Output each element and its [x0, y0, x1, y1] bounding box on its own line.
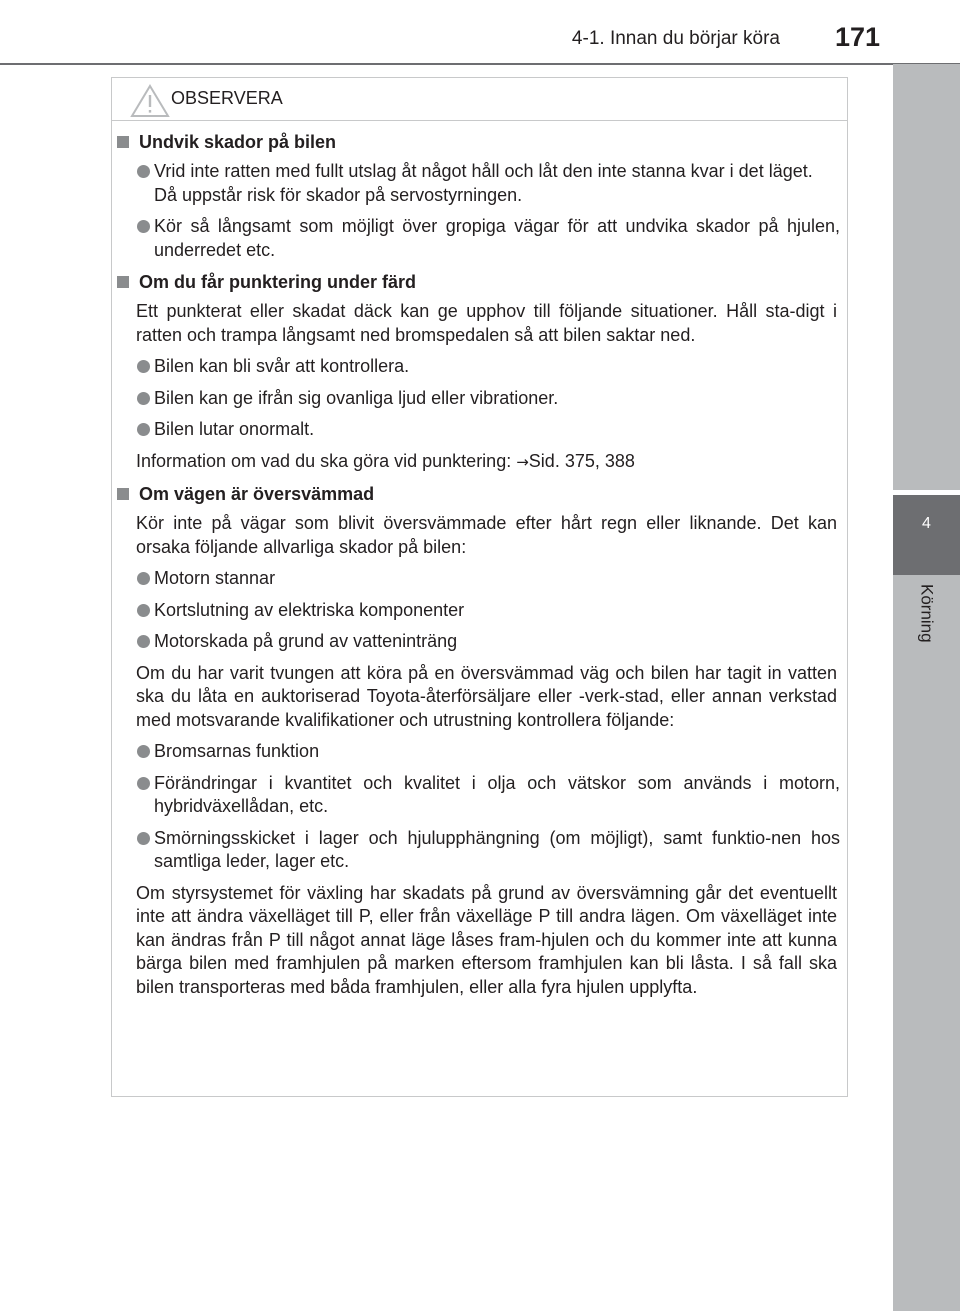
- list-item: Vrid inte ratten med fullt utslag åt något håll och låt den inte stanna kvar i det läget. Då uppstår risk för skador på servostyrningen.: [112, 160, 840, 207]
- round-bullet-icon: [137, 604, 150, 617]
- section-heading: Om vägen är översvämmad: [115, 482, 847, 506]
- round-bullet-icon: [137, 635, 150, 648]
- square-bullet-icon: [117, 136, 129, 148]
- round-bullet-icon: [137, 832, 150, 845]
- notice-header: [112, 78, 847, 121]
- side-tab-lower: [893, 575, 960, 1311]
- chapter-title: Körning: [917, 584, 937, 643]
- section-heading: Om du får punktering under färd: [115, 270, 847, 294]
- chapter-tab[interactable]: [893, 495, 960, 575]
- round-bullet-icon: [137, 220, 150, 233]
- square-bullet-icon: [117, 276, 129, 288]
- round-bullet-icon: [137, 392, 150, 405]
- list-item: Bilen kan bli svår att kontrollera.: [112, 355, 840, 379]
- paragraph: Ett punkterat eller skadat däck kan ge upphov till följande situationer. Håll sta-digt i ratten och trampa långsamt ned bromspedalen så att bilen saktar ned.: [136, 301, 837, 345]
- list-item: Förändringar i kvantitet och kvalitet i olja och vätskor som används i motorn, hybridväxellådan, etc.: [112, 772, 840, 819]
- paragraph: Om du har varit tvungen att köra på en översvämmad väg och bilen har tagit in vatten ska du låta en auktoriserad Toyota-återförsäljare eller -verk-stad, eller annan verkstad med motsvarande kvalifikationer och utrustning kontrollera följande:: [136, 662, 837, 730]
- list-item: Kortslutning av elektriska komponenter: [112, 599, 840, 623]
- notice-title: OBSERVERA: [171, 88, 283, 108]
- section-title: 4-1. Innan du börjar köra: [571, 28, 780, 49]
- round-bullet-icon: [137, 572, 150, 585]
- list-item: Smörningsskicket i lager och hjulupphängning (om möjligt), samt funktio-nen hos samtliga leder, lager etc.: [112, 827, 840, 874]
- round-bullet-icon: [137, 423, 150, 436]
- notice-box: [111, 77, 848, 1097]
- warning-triangle-icon: [130, 84, 170, 118]
- round-bullet-icon: [137, 777, 150, 790]
- notice-content: [112, 130, 847, 1007]
- arrow-icon: →: [516, 452, 529, 471]
- round-bullet-icon: [137, 745, 150, 758]
- round-bullet-icon: [137, 360, 150, 373]
- list-item: Bromsarnas funktion: [112, 740, 840, 764]
- paragraph: Information om vad du ska göra vid punktering: →Sid. 375, 388: [136, 450, 635, 471]
- list-item: Motorn stannar: [112, 567, 840, 591]
- page-reference-link[interactable]: Sid. 375, 388: [528, 450, 635, 471]
- header-rule: [0, 63, 960, 65]
- paragraph: Om styrsystemet för växling har skadats på grund av översvämning går det eventuellt inte att ändra växelläget till P, eller från växelläge P till andra lägen. Om växelläget inte kan ändras från P till något annat läge låses fram-hjulen och du kommer inte att kunna bärga bilen med framhjulen på marken eftersom framhjulen kan bli låsta. I så fall ska bilen transporteras med båda framhjulen, eller alla fyra hjulen upplyfta.: [136, 882, 837, 997]
- list-item: Motorskada på grund av vatteninträng: [112, 630, 840, 654]
- list-item: Bilen lutar onormalt.: [112, 418, 840, 442]
- list-item: Kör så långsamt som möjligt över gropiga vägar för att undvika skador på hjulen, underredet etc.: [112, 215, 840, 262]
- paragraph: Kör inte på vägar som blivit översvämmade efter hårt regn eller liknande. Det kan orsaka följande allvarliga skador på bilen:: [136, 513, 837, 557]
- round-bullet-icon: [137, 165, 150, 178]
- square-bullet-icon: [117, 488, 129, 500]
- chapter-number: 4: [922, 515, 931, 532]
- page-number: 171: [834, 22, 880, 52]
- side-tab-upper: [893, 64, 960, 490]
- list-item: Bilen kan ge ifrån sig ovanliga ljud eller vibrationer.: [112, 387, 840, 411]
- section-heading: Undvik skador på bilen: [115, 130, 847, 154]
